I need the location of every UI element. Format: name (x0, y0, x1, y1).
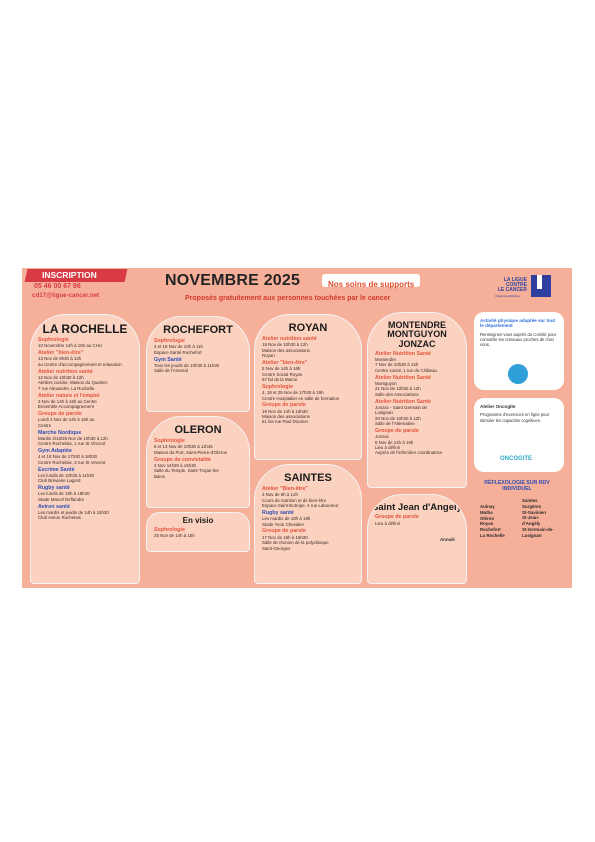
activity-detail: 6 Nov de 14h à 16h (375, 439, 414, 445)
oncogite-heading: Atelier Oncogite (480, 404, 516, 409)
reflexologie-list-right (522, 498, 554, 539)
activity-detail: Les mardis de 18h à 19h (262, 516, 311, 522)
card-body (255, 486, 361, 551)
ligue-logo (487, 272, 559, 300)
oncogite-logo: ONCOGITE (500, 456, 533, 462)
activity-detail: Centre Rochelais, 1 rue St Vincent (38, 441, 106, 447)
card-body (255, 336, 361, 425)
reflexologie-title: RÉFLEXOLOGIE SUR RDV INDIVIDUEL (484, 480, 550, 492)
ligue-cross-icon (531, 275, 551, 297)
activity-detail: 3 Nov 14h30 à 16h30 (154, 462, 196, 468)
poster (22, 268, 572, 588)
reflexologie-list-left (480, 504, 505, 539)
activity-heading: Atelier "Bien-être" (262, 486, 308, 493)
activity-heading: Groupe de parole (375, 427, 419, 434)
subtitle-box (322, 274, 420, 287)
activity-detail: Les lundis de 10h30 à 11h30 (38, 472, 95, 478)
card-title: SAINTES (284, 472, 332, 484)
card-oleron (146, 416, 250, 508)
activity-detail: 10 Novembre 14h à 15h au CHU (38, 343, 102, 349)
cancelled-note: Annulé (440, 537, 455, 542)
activity-detail: Tous les jeudis de 10h30 à 11h30 (154, 362, 220, 368)
card-body (147, 527, 249, 539)
activite-heading: Activité physique adaptée sur tout le département (480, 318, 556, 329)
activity-detail: 20 Nov de 10h30 à 12h (375, 415, 421, 421)
activity-heading: Gym Adaptée (38, 448, 72, 455)
reflexologie-location: Surgères (522, 503, 542, 509)
card-title: En visio (182, 516, 214, 525)
activity-detail: 67 bd de la Marne (262, 376, 298, 382)
activity-detail: 19 Nov de 14h à 16h30 (262, 408, 308, 414)
card-title: MONTENDRE MONTGUYON JONZAC (387, 320, 447, 349)
activity-detail: Club Bréviaire Lagord (38, 478, 81, 484)
activity-detail: Lusignan (375, 410, 393, 416)
card-la-rochelle (30, 314, 140, 584)
activity-heading: Sophrologie (154, 526, 185, 533)
card-royan (254, 314, 362, 460)
activity-detail: Bains (154, 473, 165, 479)
reflexologie-location: La Rochelle (480, 532, 505, 538)
activity-detail: 4 et 18 Nov de 10h à 11h (154, 344, 203, 350)
activity-heading: Atelier Nutrition Santé (375, 350, 431, 357)
card-title: LA ROCHELLE (42, 322, 128, 336)
info-box-activite (474, 312, 564, 390)
logo-wordmark: LA LIGUE CONTRE LE CANCER (497, 277, 527, 294)
activite-text: Renseignez-vous auprès du Comité pour connaître les créneaux proches de chez vous. (480, 331, 557, 348)
reflexologie-location: Aulnay (480, 504, 495, 509)
activity-detail: 4, 18 et 25 Nov de 17h30 à 19h (262, 390, 324, 396)
activity-detail: Royan (262, 353, 275, 359)
inscription-email[interactable]: cd17@ligue-cancer.net (32, 292, 100, 299)
reflexologie-location: Royan (480, 521, 494, 527)
activity-detail: Maison du Port, Saint-Pierre-d'Oléron (154, 449, 228, 455)
activity-heading: Sophrologie (262, 383, 293, 390)
activity-detail: Espace Santé Rochefort (154, 349, 202, 355)
oncogite-text: Programme d'exercices en ligne pour stimuler les capacités cognitives. (480, 412, 550, 423)
reflexologie-location: Rochefort (480, 527, 501, 533)
activity-detail: au Centre d'accompagnement et relaxation (38, 361, 122, 367)
card-rochefort (146, 316, 250, 412)
activity-detail: 6 et 13 Nov de 10h30 à 11h45 (154, 444, 213, 450)
activity-heading: Atelier "bien-être" (38, 350, 84, 357)
activity-heading: Escrime Santé (38, 466, 75, 473)
activity-heading: Aviron santé (38, 503, 70, 510)
activity-detail: 4 et 18 Nov de 17h30 à 18h30 (38, 454, 98, 460)
reflexologie-location: St-Savinien (522, 509, 546, 515)
activity-detail: Les mardis et jeudis de 14h à 15h30 (38, 509, 109, 515)
activity-detail: 21 Nov de 10h30 à 12h (375, 386, 421, 392)
card-saint-jean (367, 494, 467, 584)
card-body (147, 438, 249, 479)
reflexologie-location: St-Germain-de- (522, 526, 554, 532)
logo-tagline: Charente-Maritime (495, 294, 520, 298)
card-title: ROYAN (288, 322, 328, 334)
activity-detail: Ateliers cuisine, Maison du Quartier, (38, 380, 109, 386)
activity-heading: Gym Santé (154, 356, 182, 363)
activity-detail: Salle de réunion de la polyclinique (262, 540, 329, 546)
reflexologie-location: St-Jean- (522, 515, 540, 521)
activity-detail: Montguyon (375, 380, 397, 386)
info-box-oncogite (474, 398, 564, 472)
activity-heading: Groupe de convivialité (154, 456, 211, 463)
activity-detail: Salle du Temple, Saint-Trojan-les- (154, 468, 220, 474)
activity-heading: Atelier Nutrition Santé (375, 398, 431, 405)
activity-heading: Sophrologie (38, 337, 69, 344)
activity-heading: Atelier nutrition santé (262, 336, 317, 343)
reflexologie-location: Saintes (522, 498, 538, 503)
activity-detail: Centre social, 1 rue du Château (375, 367, 437, 373)
activity-detail: Lundi 4 Nov de 14h à 16h au (38, 417, 95, 423)
activity-heading: Marche Nordique (38, 429, 82, 436)
page-subtitle: Nos soins de supports (328, 280, 415, 289)
activity-detail: 7 Nov de 10h30 à 12h (375, 362, 419, 368)
reflexologie-location: d'Angély (522, 521, 541, 527)
card-body (31, 337, 139, 521)
card-title: Saint Jean d'Angely (372, 502, 462, 513)
card-en-visio (146, 512, 250, 552)
card-title: OLERON (174, 424, 222, 436)
activity-heading: Atelier nature et l'emploi (38, 392, 100, 399)
activity-detail: Salle des Associations (375, 391, 419, 397)
activity-detail: Jonzac - Saint Germain de (375, 404, 427, 410)
activity-detail: 7 rue Alexandre, La Rochelle (38, 385, 95, 391)
activity-detail: Mardis 4/18/25 Nov de 10h30 à 12h (38, 435, 108, 441)
activity-detail: Salle de l'Arsenal (154, 368, 188, 374)
activity-detail: 15 Nov de 10h30 à 12h (262, 342, 308, 348)
inscription-label: INSCRIPTION (42, 270, 97, 280)
activity-detail: Lieu à définir (375, 445, 401, 450)
reflexologie-location: Oléron (480, 515, 495, 521)
activity-detail: Stade Yvon Chevalier (262, 521, 305, 527)
inscription-block (22, 268, 132, 304)
activity-heading: Rugby santé (38, 485, 70, 492)
activity-detail: Maison des associations (262, 414, 310, 420)
page-title: NOVEMBRE 2025 (165, 272, 301, 289)
activity-detail: Maison des associations (262, 347, 310, 353)
activity-detail: Auprès de l'infirmière coordinatrice (375, 450, 443, 456)
tagline: Proposés gratuitement aux personnes touchées par le cancer (185, 295, 391, 302)
activity-detail: Montendre (375, 357, 396, 363)
activity-detail: Centre Hospitalier en salle de formation (262, 395, 340, 401)
activity-detail: 12 Nov de 10h30 à 12h (38, 374, 84, 380)
activity-detail: Jonzac (375, 434, 389, 440)
activity-heading: Atelier "bien-être" (262, 359, 308, 366)
activity-detail: Ensemble Accompagnement (38, 404, 94, 410)
activity-detail: 5 Nov de 14h à 16h (262, 366, 301, 372)
activity-detail: 13 Nov de 9h30 à 12h (38, 356, 82, 362)
activity-detail: 3 Nov de 9h à 12h (262, 492, 298, 498)
activity-detail: Stade Marcel Deflandre (38, 496, 85, 502)
activity-detail: Espace Saint-Eutrope, 4 rue Laboureur (262, 503, 339, 509)
activity-detail: Club Aviron Rochelais (38, 515, 81, 521)
activite-logo-icon (508, 364, 528, 384)
activity-heading: Sophrologie (154, 438, 185, 445)
activity-detail: Centre (38, 422, 52, 428)
activity-heading: Groupe de parole (38, 411, 82, 418)
activity-heading: Sophrologie (154, 338, 185, 345)
reflexologie-location: Lusignan (522, 532, 542, 538)
activity-detail: 17 Nov de 15h à 16h30 (262, 534, 308, 540)
activity-detail: 61 bis rue Paul Doumer (262, 419, 309, 425)
card-title: ROCHEFORT (163, 324, 233, 336)
activity-detail: 3 Nov de 14h à 16h au Centre (38, 398, 97, 404)
activity-detail: Les lundis de 18h à 19h30 (38, 491, 90, 497)
activity-detail: Saint-Georges (262, 545, 291, 551)
inscription-phone[interactable]: 05 46 00 67 96 (34, 283, 81, 290)
activity-heading: Groupe de parole (375, 514, 419, 521)
activity-detail: Centre Rochelais, 3 rue St Vincent (38, 459, 106, 465)
activity-heading: Groupe de parole (262, 528, 306, 535)
activity-heading: Groupe de parole (262, 402, 306, 409)
card-saintes (254, 464, 362, 584)
card-montendre (367, 312, 467, 488)
activity-detail: 25 Nov de 14h à 15h (154, 533, 195, 539)
activity-heading: Rugby santé (262, 509, 294, 516)
activity-heading: Atelier nutrition santé (38, 368, 93, 375)
card-body (368, 514, 466, 526)
activity-detail: Cours de nutrition et de bien-être (262, 497, 327, 503)
activity-detail: Lieu à définir (375, 520, 401, 526)
reflexologie-location: Matha (480, 509, 493, 515)
activity-detail: Salle de l'Alternative (375, 421, 415, 427)
card-body (368, 351, 466, 456)
activity-detail: Centre Social Royan (262, 371, 303, 377)
card-body (147, 338, 249, 374)
activity-heading: Atelier Nutrition Santé (375, 374, 431, 381)
